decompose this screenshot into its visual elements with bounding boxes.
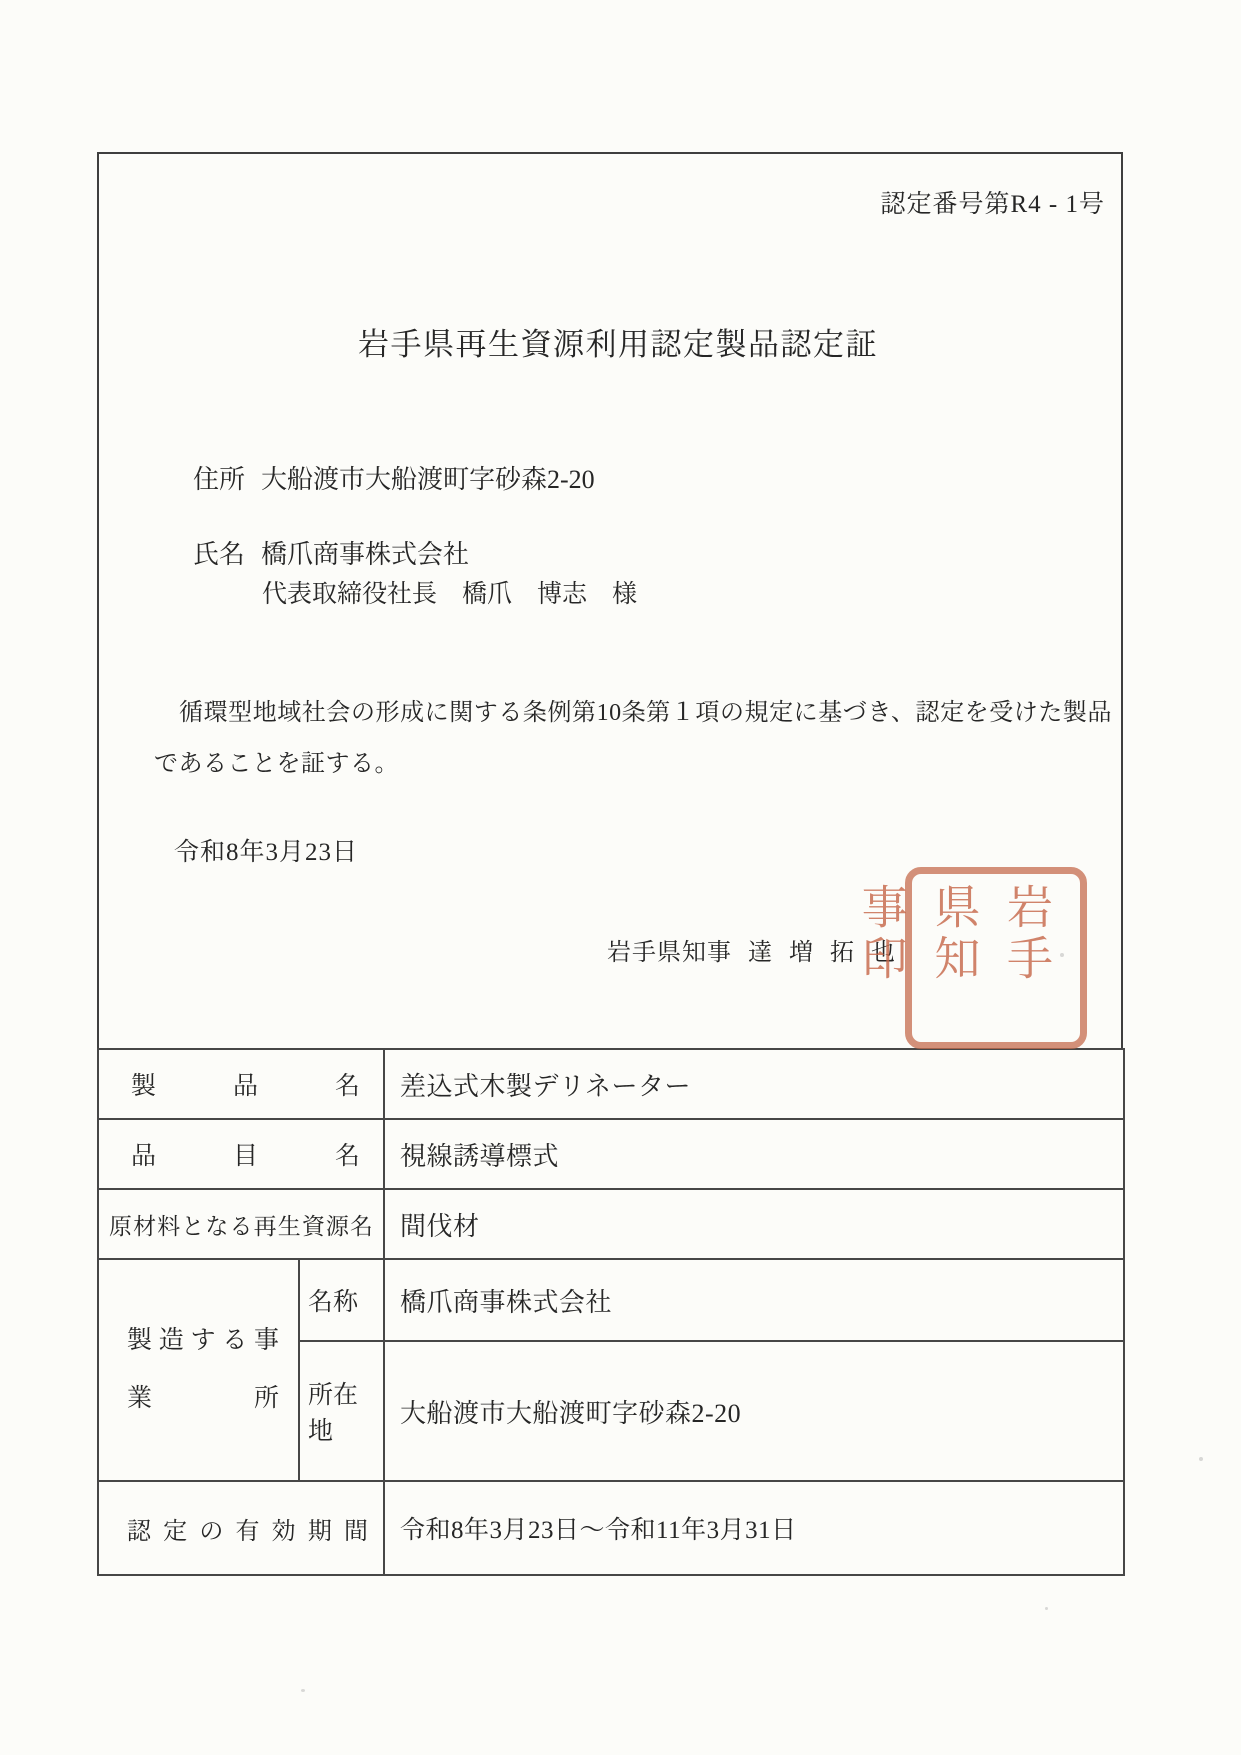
manufacturer-name-value: 橋爪商事株式会社 xyxy=(384,1259,1124,1341)
certification-number: 認定番号第R4 - 1号 xyxy=(880,191,1105,218)
item-name-label: 品目名 xyxy=(98,1119,384,1189)
recycled-resource-value: 間伐材 xyxy=(384,1189,1124,1259)
product-name-value: 差込式木製デリネーター xyxy=(384,1049,1124,1119)
seal-text: 岩手県知事印 xyxy=(855,883,1052,985)
manufacturer-label: 製造する事業所 xyxy=(98,1259,299,1481)
certificate-document xyxy=(97,152,1123,1576)
recipient-address-row xyxy=(193,459,595,496)
table-row-validity xyxy=(98,1481,1124,1575)
name-label: 氏名 xyxy=(193,540,246,569)
scan-speck xyxy=(1060,953,1064,957)
recycled-resource-label: 原材料となる再生資源名 xyxy=(98,1189,384,1259)
manufacturer-name-label: 名称 xyxy=(299,1259,384,1341)
scan-speck xyxy=(1045,1607,1048,1610)
item-name-value: 視線誘導標式 xyxy=(384,1119,1124,1189)
validity-label: 認定の有効期間 xyxy=(98,1481,384,1575)
representative-line: 代表取締役社長 橋爪 博志 様 xyxy=(262,581,638,608)
validity-value: 令和8年3月23日～令和11年3月31日 xyxy=(384,1481,1124,1575)
issuer-governor-name: 岩手県知事 達 増 拓 也 xyxy=(607,940,896,966)
table-row-item-name xyxy=(98,1119,1124,1189)
manufacturer-location-value: 大船渡市大船渡町字砂森2-20 xyxy=(384,1341,1124,1481)
certification-statement: 循環型地域社会の形成に関する条例第10条第１項の規定に基づき、認定を受けた製品であることを証する。 xyxy=(154,700,1112,777)
scan-speck xyxy=(1199,1457,1203,1461)
certificate-title: 岩手県再生資源利用認定製品認定証 xyxy=(358,327,878,362)
governor-seal-stamp-icon xyxy=(855,867,1087,1049)
manufacturer-location-label: 所在地 xyxy=(299,1341,384,1481)
certificate-upper-section xyxy=(97,152,1123,1048)
issue-date: 令和8年3月23日 xyxy=(174,839,359,866)
table-row-product-name xyxy=(98,1049,1124,1119)
address-label: 住所 xyxy=(193,465,246,494)
table-row-recycled-resource xyxy=(98,1189,1124,1259)
recipient-name-row xyxy=(193,534,469,571)
table-row-manufacturer-name xyxy=(98,1259,1124,1341)
company-name: 橋爪商事株式会社 xyxy=(261,540,470,569)
product-name-label: 製品名 xyxy=(98,1049,384,1119)
scan-speck xyxy=(301,1689,305,1692)
address-value: 大船渡市大船渡町字砂森2-20 xyxy=(261,465,595,494)
certification-details-table xyxy=(97,1048,1125,1576)
